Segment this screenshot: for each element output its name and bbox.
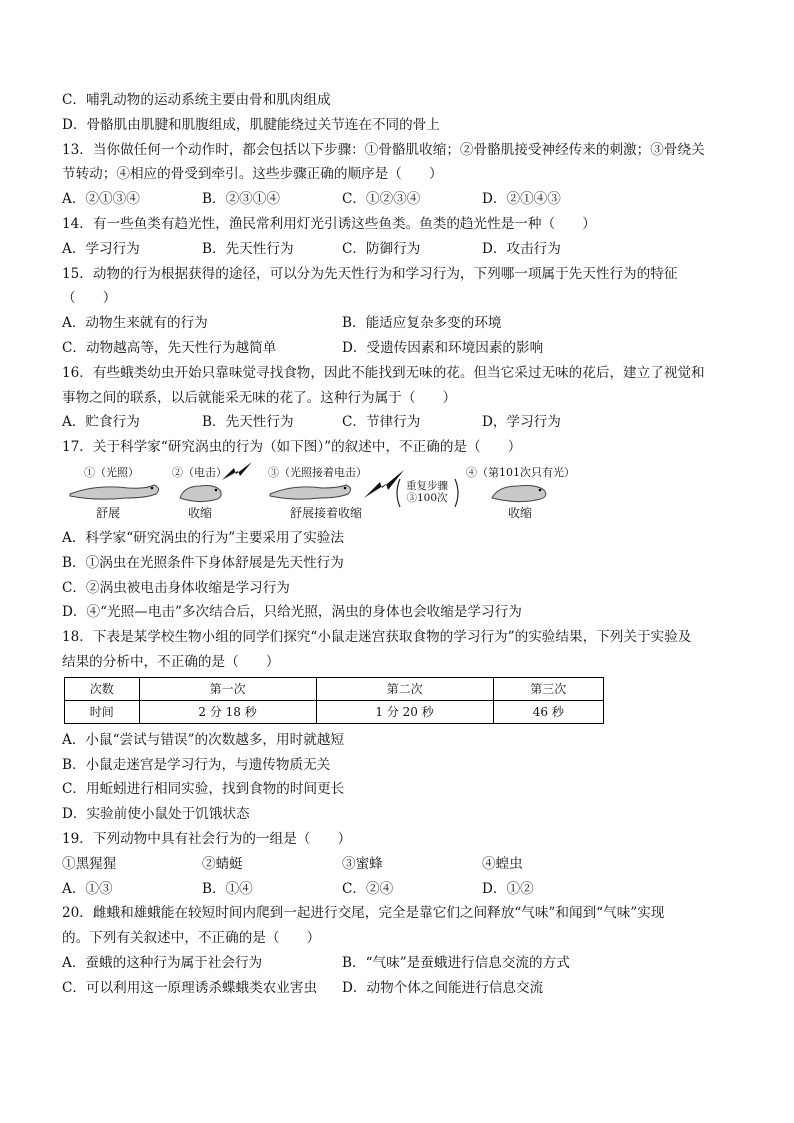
q15-stem-2: （ ） [62, 290, 117, 307]
panel-2-caption: 收缩 [188, 505, 213, 520]
q19-animal-2: ②蜻蜓 [202, 855, 243, 872]
q18-option-d[interactable]: D．实验前使小鼠处于饥饿状态 [62, 806, 250, 823]
planarian-figure [62, 460, 742, 522]
q14-options [62, 237, 742, 262]
q16-stem-1: 16．有些蛾类幼虫开始只靠味觉寻找食物，因此不能找到无味的花。但当它采过无味的花后，建立了视觉和 [62, 364, 705, 381]
q15-options-row-2 [62, 336, 742, 361]
q20-stem-2: 的。下列有关叙述中，不正确的是（ ） [62, 930, 321, 947]
q20-option-b[interactable]: B．“气味”是蚕蛾进行信息交流的方式 [342, 954, 570, 971]
q20-stem-1: 20．雌蛾和雄蛾能在较短时间内爬到一起进行交尾，完全是靠它们之间释放“气味”和闻到“气味”实现 [62, 905, 665, 922]
option-d-prev: D．骨骼肌由肌腱和肌腹组成，肌腱能绕过关节连在不同的骨上 [62, 116, 440, 133]
q17-option-c[interactable]: C．②涡虫被电击身体收缩是学习行为 [62, 579, 290, 596]
option-c-prev: C．哺乳动物的运动系统主要由骨和肌肉组成 [62, 92, 331, 108]
q13-options [62, 187, 742, 212]
q13-option-d[interactable]: D．②①④③ [482, 191, 561, 208]
q19-animal-3: ③蜜蜂 [342, 855, 383, 872]
panel-4-caption: 收缩 [508, 505, 533, 520]
q14-option-d[interactable]: D．攻击行为 [482, 240, 561, 257]
q14-option-c[interactable]: C．防御行为 [342, 240, 421, 257]
q17-option-d[interactable]: D．④“光照—电击”多次结合后，只给光照，涡虫的身体也会收缩是学习行为 [62, 604, 522, 621]
table-header-row [65, 677, 604, 700]
table-cell: 46 秒 [493, 700, 603, 723]
table-header-cell: 第三次 [493, 677, 603, 700]
q19-animal-1: ①黑猩猩 [62, 855, 117, 872]
panel-3-caption: 舒展接着收缩 [290, 505, 363, 520]
q18-option-b[interactable]: B．小鼠走迷宫是学习行为，与遗传物质无关 [62, 756, 331, 773]
q15-stem-1: 15．动物的行为根据获得的途径，可以分为先天性行为和学习行为，下列哪一项属于先天性行为的特征 [62, 265, 678, 282]
q19-stem: 19．下列动物中具有社会行为的一组是（ ） [62, 830, 352, 847]
q16-options [62, 410, 742, 435]
q20-option-c[interactable]: C．可以利用这一原理诱杀蝶蛾类农业害虫 [62, 979, 318, 996]
table-header-cell: 第二次 [316, 677, 493, 700]
q16-option-d[interactable]: D，学习行为 [482, 414, 561, 431]
q20-options-row-1 [62, 951, 742, 976]
q13-option-a[interactable]: A．②①③④ [62, 191, 140, 208]
q20-option-d[interactable]: D．动物个体之间能进行信息交流 [342, 979, 544, 996]
q14-option-b[interactable]: B．先天性行为 [202, 240, 294, 257]
q19-option-b[interactable]: B．①④ [202, 880, 253, 897]
panel-1-label: ①（光照） [84, 465, 139, 479]
q19-option-c[interactable]: C．②④ [342, 880, 394, 897]
q16-option-b[interactable]: B．先天性行为 [202, 414, 294, 431]
q19-animal-4: ④蝗虫 [482, 855, 523, 872]
q16-option-a[interactable]: A．贮食行为 [62, 414, 140, 431]
repeat-note [396, 480, 458, 504]
panel-4-label: ④（第101次只有光） [466, 465, 575, 479]
planarian-contracted-icon [174, 476, 234, 506]
table-header-cell: 次数 [65, 677, 140, 700]
q13-stem-2: 节转动；④相应的骨受到牵引。这些步骤正确的顺序是（ ） [62, 166, 443, 183]
q18-option-c[interactable]: C．用蚯蚓进行相同实验，找到食物的时间更长 [62, 781, 345, 798]
q17-option-a[interactable]: A．科学家“研究涡虫的行为”主要采用了实验法 [62, 529, 344, 546]
exam-page [62, 88, 742, 1001]
q13-option-b[interactable]: B．②③①④ [202, 191, 280, 208]
q15-option-d[interactable]: D．受遗传因素和环境因素的影响 [342, 339, 544, 356]
q18-stem-2: 结果的分析中，不正确的是（ ） [62, 653, 280, 670]
q20-option-a[interactable]: A．蚕蛾的这种行为属于社会行为 [62, 954, 263, 971]
table-cell: 1 分 20 秒 [316, 700, 493, 723]
q14-stem: 14．有一些鱼类有趋光性，渔民常利用灯光引诱这些鱼类。鱼类的趋光性是一种（ ） [62, 215, 596, 232]
table-row [65, 700, 604, 723]
q19-option-d[interactable]: D．①② [482, 880, 534, 897]
q19-options [62, 877, 742, 902]
q14-option-a[interactable]: A．学习行为 [62, 240, 140, 257]
table-cell: 2 分 18 秒 [139, 700, 316, 723]
q18-option-a[interactable]: A．小鼠“尝试与错误”的次数越多，用时就越短 [62, 731, 344, 748]
q13-stem-1: 13．当你做任何一个动作时，都会包括以下步骤：①骨骼肌收缩；②骨骼肌接受神经传来的刺激；③骨绕关 [62, 141, 705, 158]
repeat-note-line-2: ③100次 [406, 491, 448, 504]
q15-option-b[interactable]: B．能适应复杂多变的环境 [342, 315, 502, 332]
q13-option-c[interactable]: C．①②③④ [342, 191, 421, 208]
q18-stem-1: 18．下表是某学校生物小组的同学们探究“小鼠走迷宫获取食物的学习行为”的实验结果，下列关于实验及 [62, 629, 692, 646]
repeat-note-line-1: 重复步骤 [406, 479, 448, 492]
planarian-contracted-icon [486, 476, 566, 506]
table-header-cell: 第一次 [139, 677, 316, 700]
q20-options-row-2 [62, 976, 742, 1001]
right-bracket-icon [454, 478, 462, 508]
planarian-extended-icon [266, 476, 356, 506]
table-cell: 时间 [65, 700, 140, 723]
q17-stem: 17．关于科学家“研究涡虫的行为（如下图）”的叙述中，不正确的是（ ） [62, 439, 522, 456]
q16-stem-2: 事物之间的联系，以后就能采无味的花了。这种行为属于（ ） [62, 389, 457, 406]
planarian-extended-icon [66, 476, 166, 506]
panel-3-label: ③（光照接着电击） [268, 465, 367, 479]
panel-1-caption: 舒展 [96, 505, 121, 520]
q15-options-row-1 [62, 311, 742, 336]
q19-animals [62, 852, 742, 877]
panel-2-label: ②（电击） [172, 465, 227, 479]
q17-option-b[interactable]: B．①涡虫在光照条件下身体舒展是先天性行为 [62, 554, 344, 571]
left-bracket-icon [393, 478, 401, 508]
q16-option-c[interactable]: C．节律行为 [342, 414, 421, 431]
q15-option-c[interactable]: C．动物越高等，先天性行为越简单 [62, 339, 277, 356]
q19-option-a[interactable]: A．①③ [62, 880, 113, 897]
maze-result-table [64, 677, 604, 724]
q15-option-a[interactable]: A．动物生来就有的行为 [62, 315, 208, 332]
